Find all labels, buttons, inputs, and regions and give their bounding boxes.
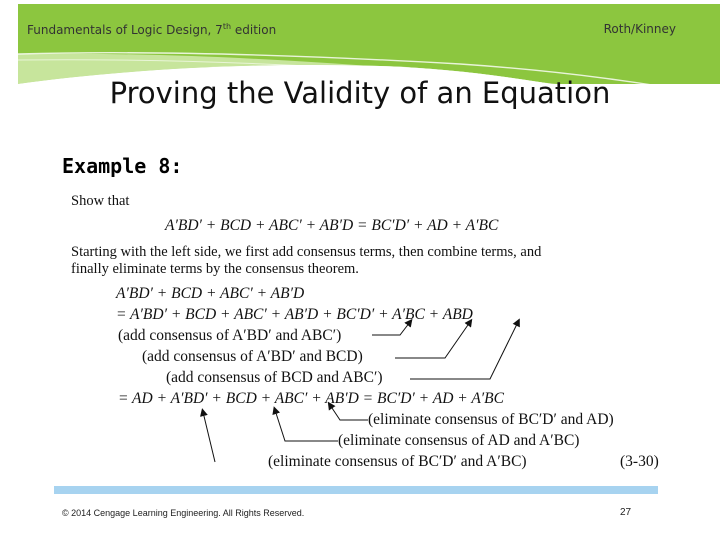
- step-1: A′BD′ + BCD + ABC′ + AB′D: [116, 285, 305, 302]
- arrow-note6: [203, 412, 215, 462]
- explanation-line-2: finally eliminate terms by the consensus theorem.: [71, 261, 359, 277]
- course-title: Fundamentals of Logic Design, 7th edition: [27, 22, 277, 37]
- note-2: (add consensus of A′BD′ and BCD): [142, 348, 363, 365]
- step-2: = A′BD′ + BCD + ABC′ + AB′D + BC′D′ + A′BC + ABD: [116, 306, 473, 323]
- note-5: (eliminate consensus of AD and A′BC): [338, 432, 580, 449]
- note-3: (add consensus of BCD and ABC′): [166, 369, 383, 386]
- example-label: Example 8:: [62, 154, 183, 178]
- note-6: (eliminate consensus of BC′D′ and A′BC): [268, 453, 527, 470]
- copyright-text: © 2014 Cengage Learning Engineering. All Rights Reserved.: [62, 508, 305, 518]
- main-equation: A′BD′ + BCD + ABC′ + AB′D = BC′D′ + AD + A′BC: [165, 217, 499, 234]
- equation-number: (3-30): [620, 453, 659, 470]
- note-1: (add consensus of A′BD′ and ABC′): [118, 327, 342, 344]
- explanation-line-1: Starting with the left side, we first add consensus terms, then combine terms, and: [71, 244, 542, 260]
- page-number: 27: [620, 507, 632, 518]
- arrow-note4: [330, 405, 368, 420]
- footer-bar: [54, 486, 658, 494]
- show-that-text: Show that: [71, 193, 130, 209]
- arrow-note5: [275, 410, 338, 441]
- authors: Roth/Kinney: [603, 22, 676, 36]
- note-4: (eliminate consensus of BC′D′ and AD): [368, 411, 614, 428]
- step-3: = AD + A′BD′ + BCD + ABC′ + AB′D = BC′D′ + AD + A′BC: [118, 390, 504, 407]
- slide-title: Proving the Validity of an Equation: [109, 76, 611, 110]
- arrow-note1-to-a-bc-term: [372, 322, 410, 335]
